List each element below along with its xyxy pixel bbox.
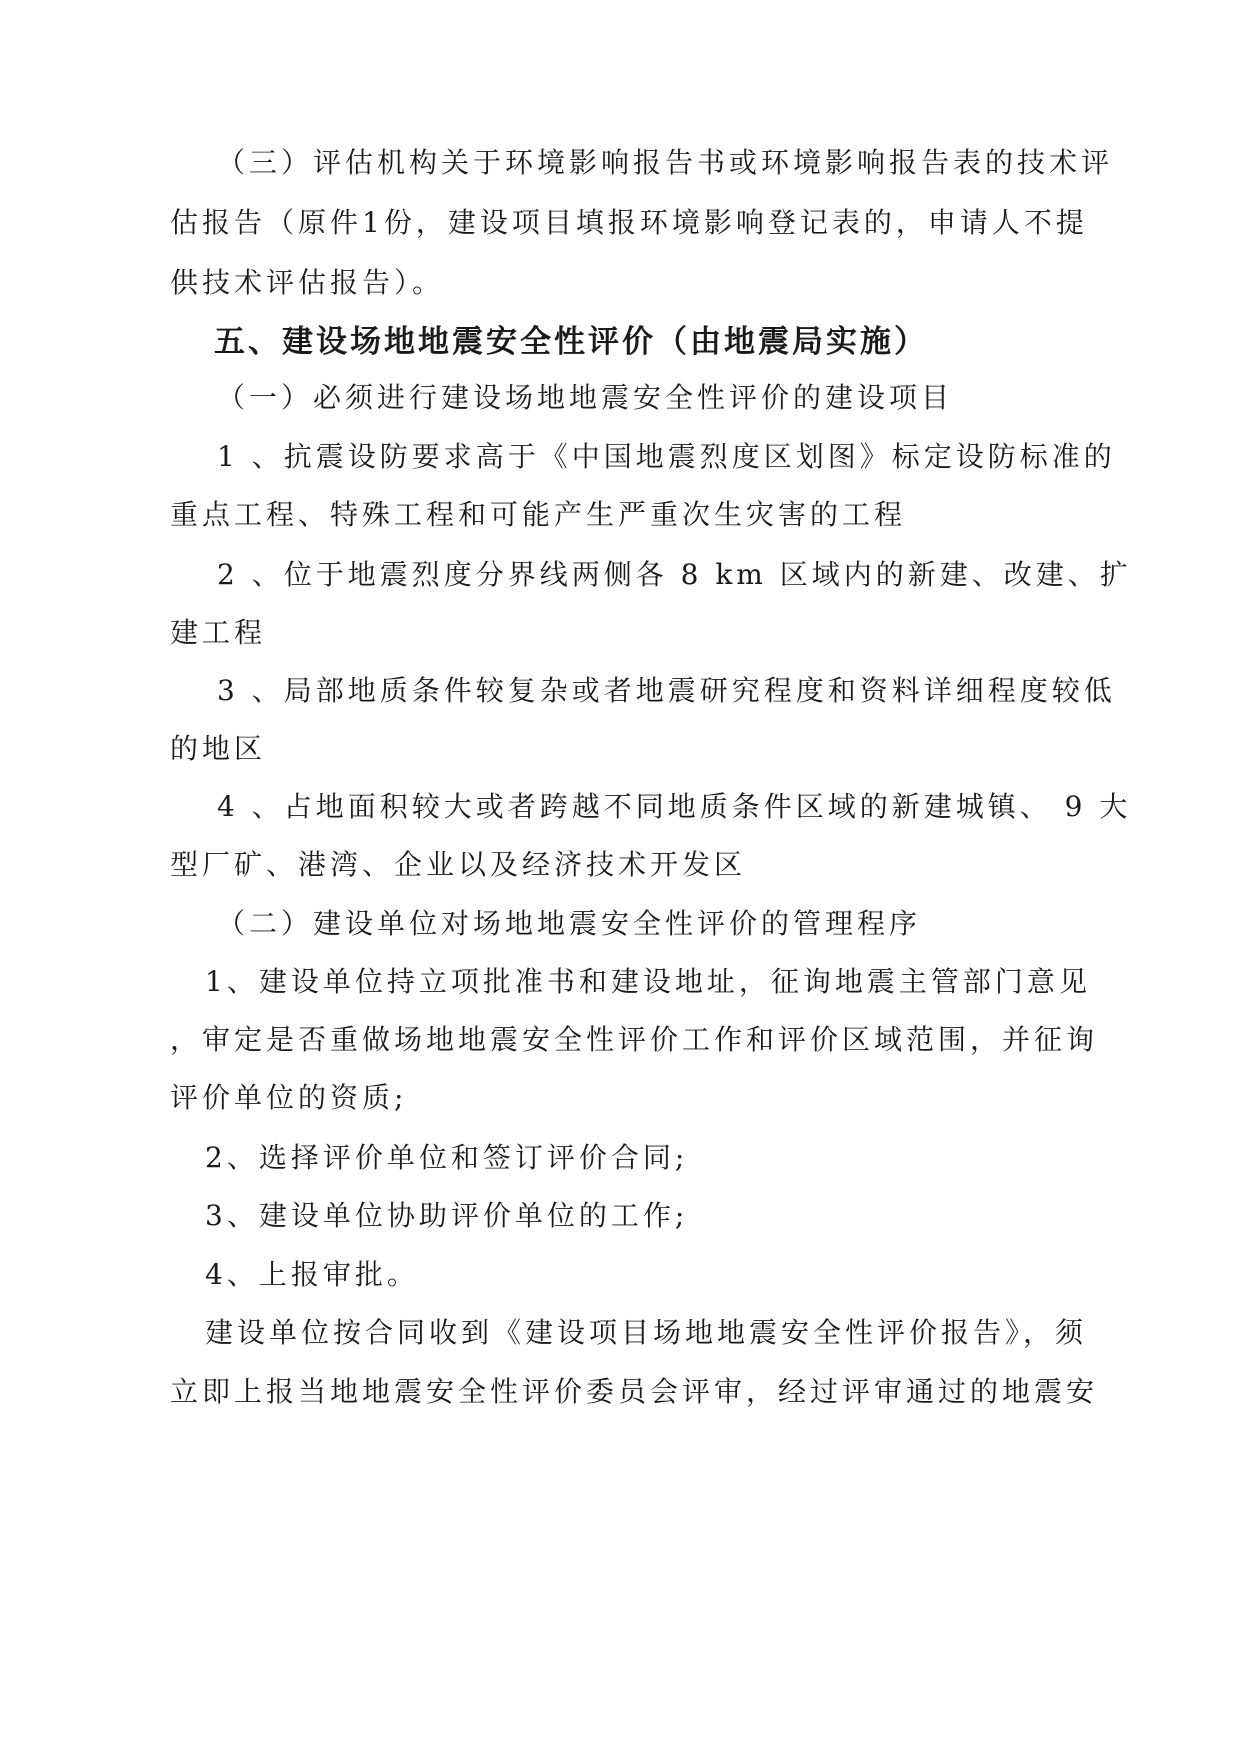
paragraph-line: 估报告（原件1份，建设项目填报环境影响登记表的，申请人不提 [170, 206, 1088, 239]
list-item-line: 型厂矿、港湾、企业以及经济技术开发区 [170, 848, 747, 881]
step-line: 3、建设单位协助评价单位的工作; [205, 1199, 689, 1232]
list-item-line: 建工程 [170, 616, 267, 649]
step-line: ，审定是否重做场地地震安全性评价工作和评价区域范围，并征询 [170, 1023, 1099, 1056]
step-line: 4、上报审批。 [205, 1258, 419, 1291]
list-item-line: 1 、抗震设防要求高于《中国地震烈度区划图》标定设防标准的 [217, 440, 1116, 473]
step-line: 评价单位的资质; [170, 1081, 408, 1114]
subsection-title: （一）必须进行建设场地地震安全性评价的建设项目 [217, 381, 954, 414]
subsection-title: （二）建设单位对场地地震安全性评价的管理程序 [217, 907, 922, 940]
paragraph-line: （三）评估机构关于环境影响报告书或环境影响报告表的技术评 [217, 146, 1114, 179]
list-item-line: 的地区 [170, 732, 267, 765]
list-item-line: 重点工程、特殊工程和可能产生严重次生灾害的工程 [170, 498, 907, 531]
section-heading: 五、建设场地地震安全性评价（由地震局实施） [214, 324, 928, 360]
paragraph-line: 立即上报当地地震安全性评价委员会评审，经过评审通过的地震安 [170, 1375, 1099, 1408]
list-item-line: 3 、局部地质条件较复杂或者地震研究程度和资料详细程度较低 [217, 674, 1116, 707]
step-line: 1、建设单位持立项批准书和建设地址，征询地震主管部门意见 [205, 965, 1091, 998]
paragraph-line: 建设单位按合同收到《建设项目场地地震安全性评价报告》，须 [205, 1316, 1088, 1349]
list-item-line: 2 、位于地震烈度分界线两侧各 8 km 区域内的新建、改建、扩 [217, 558, 1132, 591]
paragraph-line: 供技术评估报告）。 [170, 266, 445, 299]
list-item-line: 4 、占地面积较大或者跨越不同地质条件区域的新建城镇、 9 大 [217, 790, 1132, 823]
step-line: 2、选择评价单位和签订评价合同; [205, 1141, 689, 1174]
